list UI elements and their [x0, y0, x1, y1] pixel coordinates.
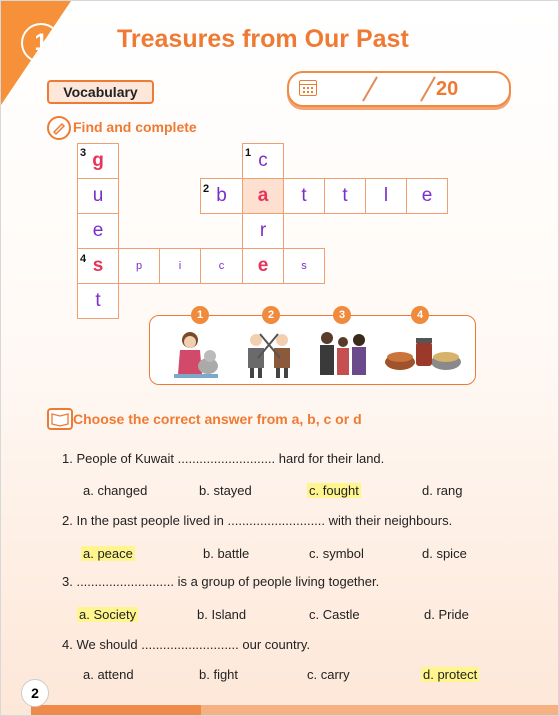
answer-option[interactable]: a. attend — [83, 667, 134, 682]
question-text: 3. ........................... is a group of people living together. — [62, 574, 380, 589]
question-text: 1. People of Kuwait ........................... hard for their land. — [62, 451, 385, 466]
answer-option[interactable]: c. symbol — [309, 546, 364, 561]
battle-soldiers-picture — [242, 328, 298, 380]
clue-number: 1 — [245, 147, 252, 159]
family-guests-picture — [315, 328, 371, 380]
answer-option[interactable]: d. rang — [422, 483, 463, 498]
picture-number: 1 — [191, 306, 209, 324]
answer-option[interactable]: b. battle — [203, 546, 250, 561]
crossword-cell[interactable]: b — [200, 178, 243, 214]
footer-accent — [31, 705, 201, 715]
picture-number: 2 — [262, 306, 280, 324]
picture-clues-panel — [149, 309, 476, 385]
unit-number-badge: 1 — [21, 23, 61, 63]
answer-option[interactable]: b. fight — [199, 667, 239, 682]
answer-option[interactable]: c. Castle — [309, 607, 360, 622]
crossword-cell[interactable]: g — [77, 143, 119, 179]
crossword-cell[interactable]: t — [77, 283, 119, 319]
clue-number: 4 — [80, 253, 87, 265]
caring-girl-cat-picture — [172, 328, 222, 380]
crossword-cell[interactable]: i — [159, 248, 201, 284]
crossword-cell[interactable]: t — [324, 178, 366, 214]
section-find-complete-title: Find and complete — [73, 119, 197, 135]
book-icon — [47, 408, 73, 430]
answer-option[interactable]: c. carry — [307, 667, 350, 682]
crossword-cell[interactable]: e — [77, 213, 119, 249]
picture-number: 3 — [333, 306, 351, 324]
crossword-cell[interactable]: p — [118, 248, 160, 284]
score-separator — [420, 76, 436, 101]
picture-number: 4 — [411, 306, 429, 324]
score-box — [287, 71, 511, 107]
answer-option-selected[interactable]: a. peace — [83, 546, 133, 561]
date-separator — [362, 76, 378, 101]
crossword-cell[interactable]: c — [200, 248, 243, 284]
answer-option[interactable]: d. Pride — [424, 607, 469, 622]
answer-option[interactable]: d. spice — [422, 546, 467, 561]
page-title: Treasures from Our Past — [117, 25, 409, 53]
crossword-cell[interactable]: c — [242, 143, 284, 179]
score-total: 20 — [436, 78, 459, 100]
crossword-cell[interactable]: l — [365, 178, 407, 214]
answer-option-selected[interactable]: d. protect — [423, 667, 478, 682]
section-choose-answer-title: Choose the correct answer from a, b, c or d — [73, 411, 362, 427]
crossword-cell[interactable]: u — [77, 178, 119, 214]
question-text: 2. In the past people lived in ........................... with their neighbours. — [62, 513, 453, 528]
crossword-cell[interactable]: s — [77, 248, 119, 284]
calendar-icon — [299, 80, 317, 96]
crossword-cell[interactable]: e — [406, 178, 448, 214]
answer-option-selected[interactable]: a. Society — [79, 607, 137, 622]
crossword-cell[interactable]: e — [242, 248, 284, 284]
answer-option-selected[interactable]: c. fought — [309, 483, 359, 498]
vocabulary-label: Vocabulary — [47, 80, 154, 104]
answer-option[interactable]: b. stayed — [199, 483, 252, 498]
spices-bowls-picture — [384, 332, 464, 378]
clue-number: 3 — [80, 147, 87, 159]
answer-option[interactable]: a. changed — [83, 483, 148, 498]
crossword-cell[interactable]: a — [242, 178, 284, 214]
crossword-cell[interactable]: t — [283, 178, 325, 214]
clue-number: 2 — [203, 183, 210, 195]
crossword-cell[interactable]: r — [242, 213, 284, 249]
page-number: 2 — [21, 679, 49, 707]
answer-option[interactable]: b. Island — [197, 607, 247, 622]
question-text: 4. We should ........................... our country. — [62, 637, 311, 652]
crossword-cell[interactable]: s — [283, 248, 325, 284]
pencil-icon — [47, 116, 71, 140]
